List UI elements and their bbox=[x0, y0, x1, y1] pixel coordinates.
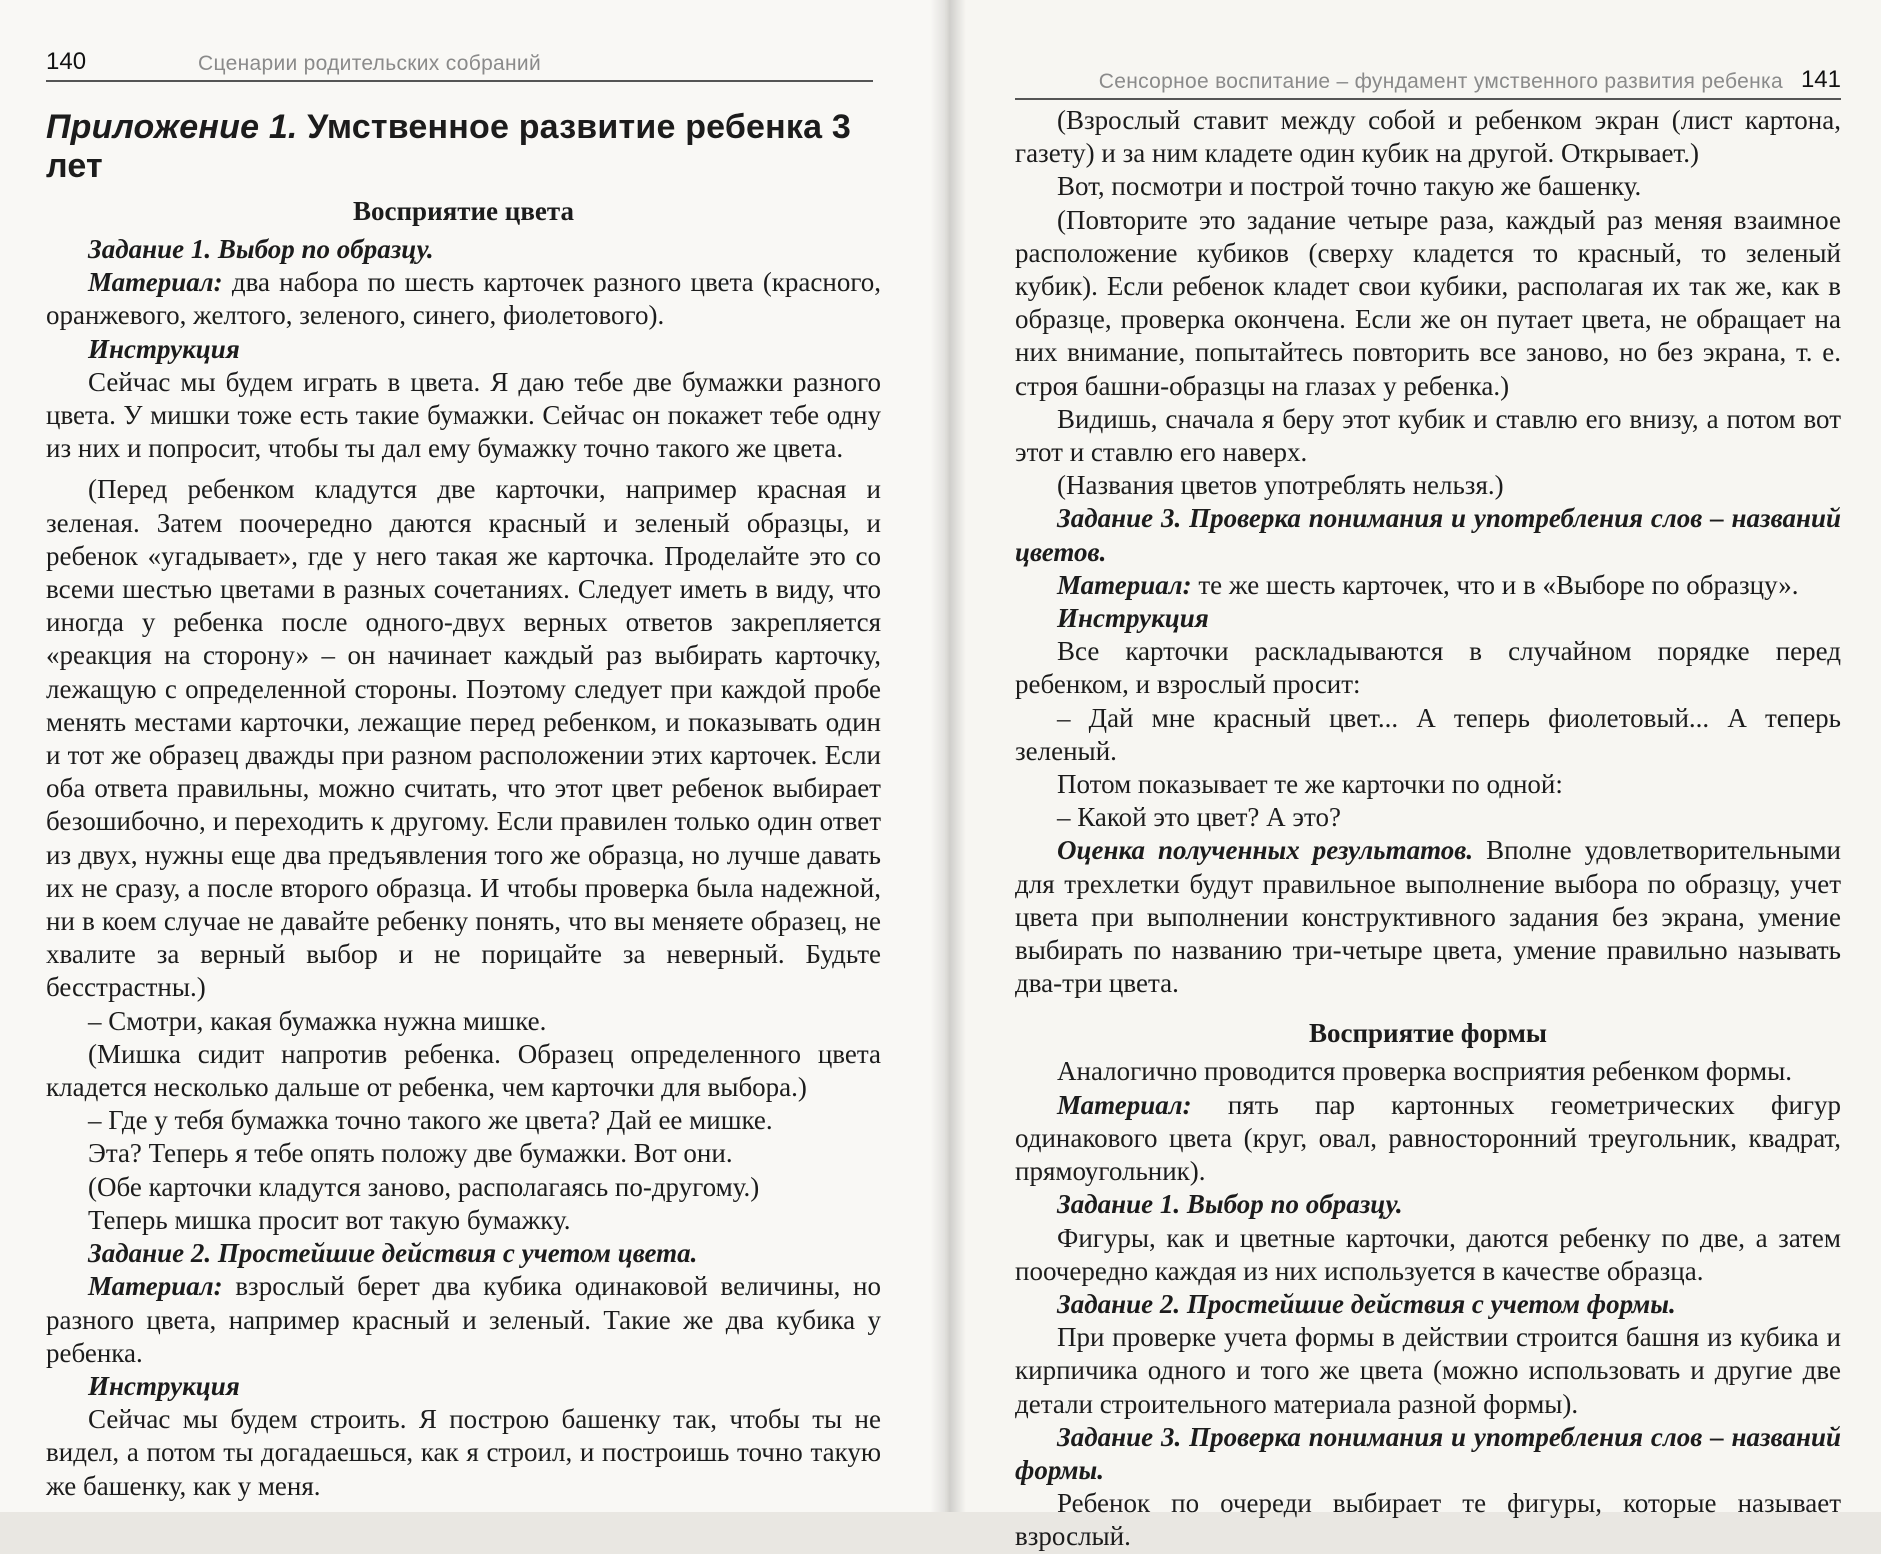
right-page bbox=[945, 0, 1881, 1552]
dialogue-line: – Дай мне красный цвет... А теперь фиолетовый... А теперь зеленый. bbox=[1015, 702, 1841, 766]
material-label: Материал: bbox=[1057, 1089, 1192, 1120]
material-label: Материал: bbox=[88, 1271, 223, 1302]
dialogue-line: Эта? Теперь я тебе опять положу две бумажки. Вот они. bbox=[88, 1138, 733, 1169]
appendix-label: Приложение 1. bbox=[46, 108, 298, 146]
paragraph: (Названия цветов употреблять нельзя.) bbox=[1057, 470, 1504, 501]
left-body bbox=[46, 233, 881, 1503]
dialogue-line: Вот, посмотри и построй точно такую же башенку. bbox=[1057, 171, 1642, 202]
paragraph bbox=[1015, 569, 1841, 602]
task-heading: Задание 2. Простейшие действия с учетом формы. bbox=[1057, 1288, 1676, 1319]
page-number: 141 bbox=[1800, 66, 1841, 93]
paragraph bbox=[1015, 834, 1841, 1000]
paragraph bbox=[46, 1270, 881, 1370]
material-text: два набора по шесть карточек разного цвета (красного, оранжевого, желтого, зеленого, синего, фиолетового). bbox=[46, 267, 882, 331]
left-page bbox=[0, 0, 945, 1512]
header-rule bbox=[1015, 98, 1841, 100]
material-text: пять пар картонных геометрических фигур одинакового цвета (круг, овал, равносторонний треугольник, квадрат, прямоугольник). bbox=[1015, 1089, 1842, 1187]
header-rule bbox=[46, 80, 873, 82]
right-header bbox=[1015, 60, 1841, 94]
paragraph: Потом показывает те же карточки по одной: bbox=[1057, 769, 1563, 800]
left-header bbox=[46, 42, 881, 76]
task-heading: Задание 3. Проверка понимания и употребления слов – названий формы. bbox=[1015, 1421, 1841, 1485]
dialogue-line: – Какой это цвет? А это? bbox=[1057, 802, 1341, 833]
material-label: Материал: bbox=[1057, 569, 1192, 600]
task-heading: Задание 1. Выбор по образцу. bbox=[88, 234, 434, 264]
section-heading-color: Восприятие цвета bbox=[353, 196, 574, 226]
dialogue-line: – Где у тебя бумажка точно такого же цвета? Дай ее мишке. bbox=[88, 1105, 773, 1136]
paragraph: (Мишка сидит напротив ребенка. Образец определенного цвета кладется несколько дальше от ребенка, чем карточки для выбора.) bbox=[46, 1038, 881, 1103]
task-heading: Задание 2. Простейшие действия с учетом цвета. bbox=[88, 1238, 698, 1269]
paragraph: Фигуры, как и цветные карточки, даются ребенку по две, а затем поочередно каждая из них используется в качестве образца. bbox=[1015, 1222, 1841, 1286]
paragraph: Теперь мишка просит вот такую бумажку. bbox=[88, 1204, 571, 1235]
section-heading-form: Восприятие формы bbox=[1308, 1018, 1548, 1049]
material-text: те же шесть карточек, что и в «Выборе по образцу». bbox=[1198, 569, 1799, 600]
task-heading: Задание 1. Выбор по образцу. bbox=[1057, 1189, 1403, 1220]
task-heading: Задание 3. Проверка понимания и употребления слов – названий цветов. bbox=[1015, 503, 1841, 567]
instruction-heading: Инструкция bbox=[1057, 603, 1209, 634]
page-number: 140 bbox=[46, 48, 87, 75]
material-text: взрослый берет два кубика одинаковой величины, но разного цвета, например красный и зеленый. Такие же два кубика у ребенка. bbox=[46, 1271, 881, 1368]
paragraph: Сейчас мы будем играть в цвета. Я даю тебе две бумажки разного цвета. У мишки тоже есть такие бумажки. Сейчас он покажет тебе одну из них и попросит, чтобы ты дал ему бумажку точно такого же цвета. bbox=[46, 366, 881, 464]
paragraph: Все карточки раскладываются в случайном порядке перед ребенком, и взрослый просит: bbox=[1015, 636, 1841, 700]
right-body bbox=[1015, 104, 1841, 1554]
paragraph: (Повторите это задание четыре раза, каждый раз меняя взаимное расположение кубиков (сверху кладется то красный, то зеленый кубик). Если ребенок кладет свои кубики, располагая их так же, как в образце, проверка окончена. Если же он путает цвета, не обращает на них внимание, попытайтесь повторить все заново, но без экрана, т. е. строя башни-образцы на глазах у ребенка.) bbox=[1015, 204, 1841, 401]
instruction-heading: Инструкция bbox=[88, 333, 240, 364]
running-head: Сценарии родительских собраний bbox=[198, 52, 541, 75]
paragraph: Сейчас мы будем строить. Я построю башенку так, чтобы ты не видел, а потом ты догадаешься, как я строил, и построишь точно такую же башенку, как у меня. bbox=[46, 1404, 881, 1501]
paragraph: Ребенок по очереди выбирает те фигуры, которые называет взрослый. bbox=[1015, 1488, 1841, 1552]
paragraph bbox=[46, 266, 881, 332]
paragraph: (Перед ребенком кладутся две карточки, например красная и зеленая. Затем поочередно даются красный и зеленый образцы, и ребенок «угадывает», где у него такая же карточка. Проделайте это со всеми шестью цветами в разных сочетаниях. Следует иметь в виду, что иногда у ребенка после одного-двух верных ответов закрепляется «реакция на сторону» – он начинает каждый раз выбирать карточку, лежащую с определенной стороны. Поэтому следует при каждой пробе менять местами карточки, лежащие перед ребенком, и показывать один и тот же образец дважды при разном расположении этих карточек. Если оба ответа правильны, можно считать, что этот цвет ребенок выбирает безошибочно, и переходить к другому. Если правилен только один ответ из двух, нужны еще два предъявления того же образца, но лучше давать их не сразу, а после второго образца. И чтобы проверка была надежной, ни в коем случае не давайте ребенку понять, что вы меняете образец, не хвалите за верный выбор и не порицайте за неверный. Будьте бесстрастны.) bbox=[46, 474, 881, 1003]
paragraph bbox=[1015, 1089, 1841, 1189]
paragraph: Аналогично проводится проверка восприятия ребенком формы. bbox=[1057, 1056, 1792, 1087]
running-head: Сенсорное воспитание – фундамент умственного развития ребенка bbox=[1098, 70, 1783, 93]
appendix-title-text: Умственное развитие ребенка 3 лет bbox=[46, 108, 851, 185]
appendix-title bbox=[46, 108, 881, 186]
paragraph: (Обе карточки кладутся заново, располагаясь по-другому.) bbox=[88, 1171, 760, 1202]
dialogue-line: – Смотри, какая бумажка нужна мишке. bbox=[88, 1005, 547, 1036]
paragraph: При проверке учета формы в действии строится башня из кубика и кирпичика одного и того же цвета (можно использовать и другие две детали строительного материала разной формы). bbox=[1015, 1322, 1841, 1419]
paragraph: (Взрослый ставит между собой и ребенком экран (лист картона, газету) и за ним кладете один кубик на другой. Открывает.) bbox=[1015, 105, 1841, 169]
evaluation-label: Оценка полученных результатов. bbox=[1057, 835, 1474, 866]
instruction-heading: Инструкция bbox=[88, 1370, 240, 1401]
material-label: Материал: bbox=[88, 267, 223, 298]
dialogue-line: Видишь, сначала я беру этот кубик и ставлю его внизу, а потом вот этот и ставлю его наверх. bbox=[1015, 403, 1841, 468]
evaluation-text: Вполне удовлетворительными для трехлетки будут правильное выполнение выбора по образцу, учет цвета при выполнении конструктивного задания без экрана, умение выбирать по названию три-четыре цвета, умение правильно называть два-три цвета. bbox=[1015, 835, 1841, 999]
